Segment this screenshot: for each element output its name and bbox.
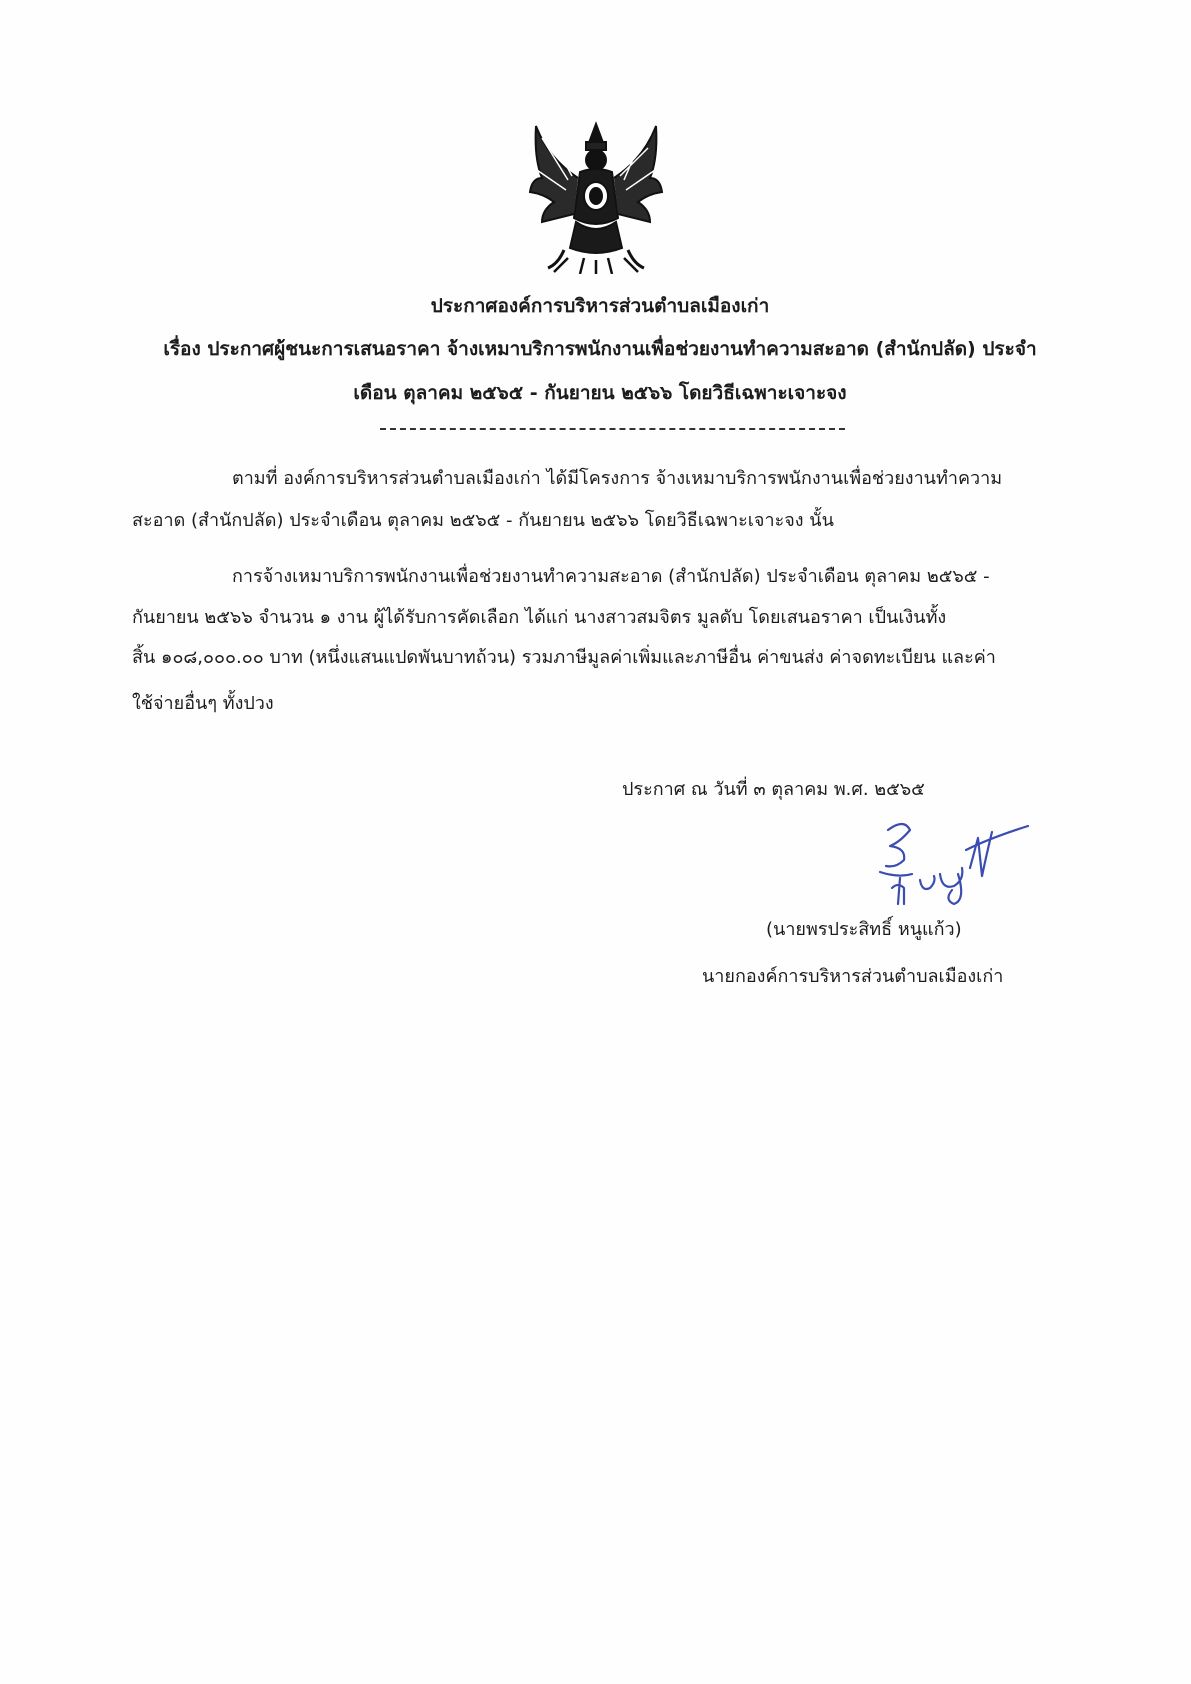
paragraph-2-line-1: การจ้างเหมาบริการพนักงานเพื่อช่วยงานทำความสะอาด (สำนักปลัด) ประจำเดือน ตุลาคม ๒๕๖๕ - — [232, 566, 990, 587]
paragraph-1-line-1: ตามที่ องค์การบริหารส่วนตำบลเมืองเก่า ได้มีโครงการ จ้างเหมาบริการพนักงานเพื่อช่วยงานทำความ — [232, 468, 1003, 489]
announcement-date: ประกาศ ณ วันที่ ๓ ตุลาคม พ.ศ. ๒๕๖๕ — [622, 779, 925, 800]
title-separator — [380, 428, 845, 430]
signer-name: (นายพรประสิทธิ์ หนูแก้ว) — [766, 919, 962, 940]
garuda-emblem-icon — [528, 118, 664, 274]
paragraph-2-line-4: ใช้จ่ายอื่นๆ ทั้งปวง — [132, 693, 274, 714]
paragraph-2-line-3: สิ้น ๑๐๘,๐๐๐.๐๐ บาท (หนึ่งแสนแปดพันบาทถ้วน) รวมภาษีมูลค่าเพิ่มและภาษีอื่น ค่าขนส่ง ค่าจดทะเบียน และค่า — [132, 647, 996, 668]
signer-title: นายกองค์การบริหารส่วนตำบลเมืองเก่า — [702, 966, 1004, 987]
announcement-subject-line-1: เรื่อง ประกาศผู้ชนะการเสนอราคา จ้างเหมาบริการพนักงานเพื่อช่วยงานทำความสะอาด (สำนักปลัด) ประจำ — [163, 338, 1037, 360]
announcement-subject-line-2: เดือน ตุลาคม ๒๕๖๕ - กันยายน ๒๕๖๖ โดยวิธีเฉพาะเจาะจง — [353, 382, 847, 404]
announcement-org-title: ประกาศองค์การบริหารส่วนตำบลเมืองเก่า — [430, 295, 770, 317]
paragraph-2-line-2: กันยายน ๒๕๖๖ จำนวน ๑ งาน ผู้ได้รับการคัดเลือก ได้แก่ นางสาวสมจิตร มูลดับ โดยเสนอราคา เป็นเงินทั้ง — [132, 607, 947, 628]
paragraph-1-line-2: สะอาด (สำนักปลัด) ประจำเดือน ตุลาคม ๒๕๖๕ - กันยายน ๒๕๖๖ โดยวิธีเฉพาะเจาะจง นั้น — [132, 510, 834, 531]
handwritten-signature — [870, 808, 1030, 906]
